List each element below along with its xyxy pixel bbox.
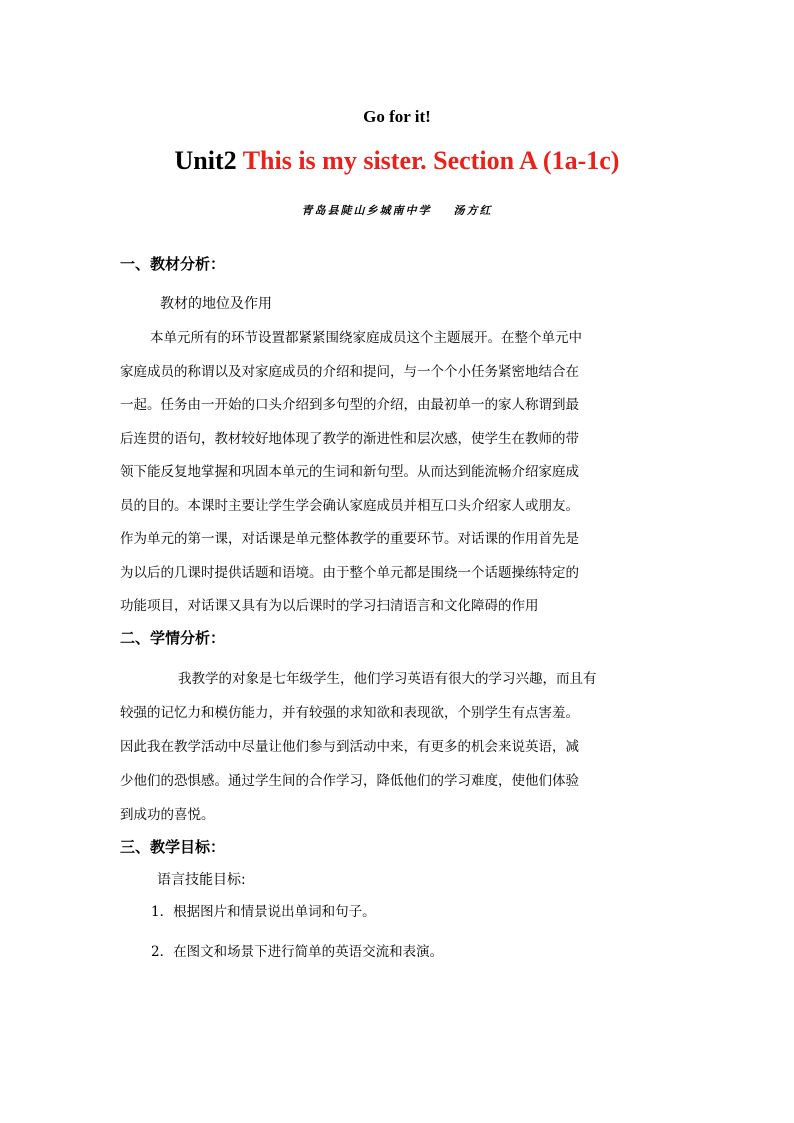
paragraph-line: 我教学的对象是七年级学生，他们学习英语有很大的学习兴趣，而且有 [178,671,597,687]
paragraph-line: 较强的记忆力和模仿能力，并有较强的求知欲和表现欲，个别学生有点害羞。 [120,705,579,721]
paragraph-student-analysis [120,662,668,832]
section-heading-textbook-analysis: 一、教材分析： [120,255,226,273]
series-title: Go for it! [363,107,431,126]
goal-item: 2．在图文和场景下进行简单的英语交流和表演。 [151,944,444,960]
paragraph-line: 为以后的几课时提供话题和语境。由于整个单元都是围绕一个话题操练特定的 [120,564,579,581]
paragraph-line: 因此我在教学活动中尽量让他们参与到活动中来，有更多的机会来说英语，减 [120,739,579,755]
subheading-role: 教材的地位及作用 [160,296,272,312]
paragraph-textbook-analysis [120,322,668,624]
author-name: 汤方红 [453,204,493,217]
paragraph-line: 后连贯的语句，教材较好地体现了教学的渐进性和层次感，使学生在教师的带 [120,430,579,447]
lesson-title: This is my sister. Section A (1a-1c) [242,146,620,175]
section-heading-teaching-goals: 三、教学目标： [120,838,226,856]
paragraph-line: 作为单元的第一课，对话课是单元整体教学的重要环节。对话课的作用首先是 [120,531,579,547]
paragraph-line: 家庭成员的称谓以及对家庭成员的介绍和提问，与一个个小任务紧密地结合在 [120,363,579,380]
school-name: 青岛县陡山乡城南中学 [301,204,432,217]
unit-title [0,144,794,178]
unit-number: Unit2 [174,146,237,175]
subheading-language-skills: 语言技能目标: [157,872,246,888]
paragraph-line: 功能项目，对话课又具有为以后课时的学习扫清语言和文化障碍的作用 [120,598,539,614]
paragraph-line: 一起。任务由一开始的口头介绍到多句型的介绍，由最初单一的家人称谓到最 [120,397,579,413]
paragraph-line: 员的目的。本课时主要让学生学会确认家庭成员并相互口头介绍家人或朋友。 [120,497,579,514]
paragraph-line: 少他们的恐惧感。通过学生间的合作学习，降低他们的学习难度，使他们体验 [120,773,579,789]
author-line [0,203,794,219]
paragraph-line: 本单元所有的环节设置都紧紧围绕家庭成员这个主题展开。在整个单元中 [150,330,582,346]
paragraph-line: 到成功的喜悦。 [120,807,215,823]
paragraph-line: 领下能反复地掌握和巩固本单元的生词和新句型。从而达到能流畅介绍家庭成 [120,464,579,480]
goal-item: 1．根据图片和情景说出单词和句子。 [151,904,376,920]
section-heading-student-analysis: 二、学情分析： [120,629,226,647]
